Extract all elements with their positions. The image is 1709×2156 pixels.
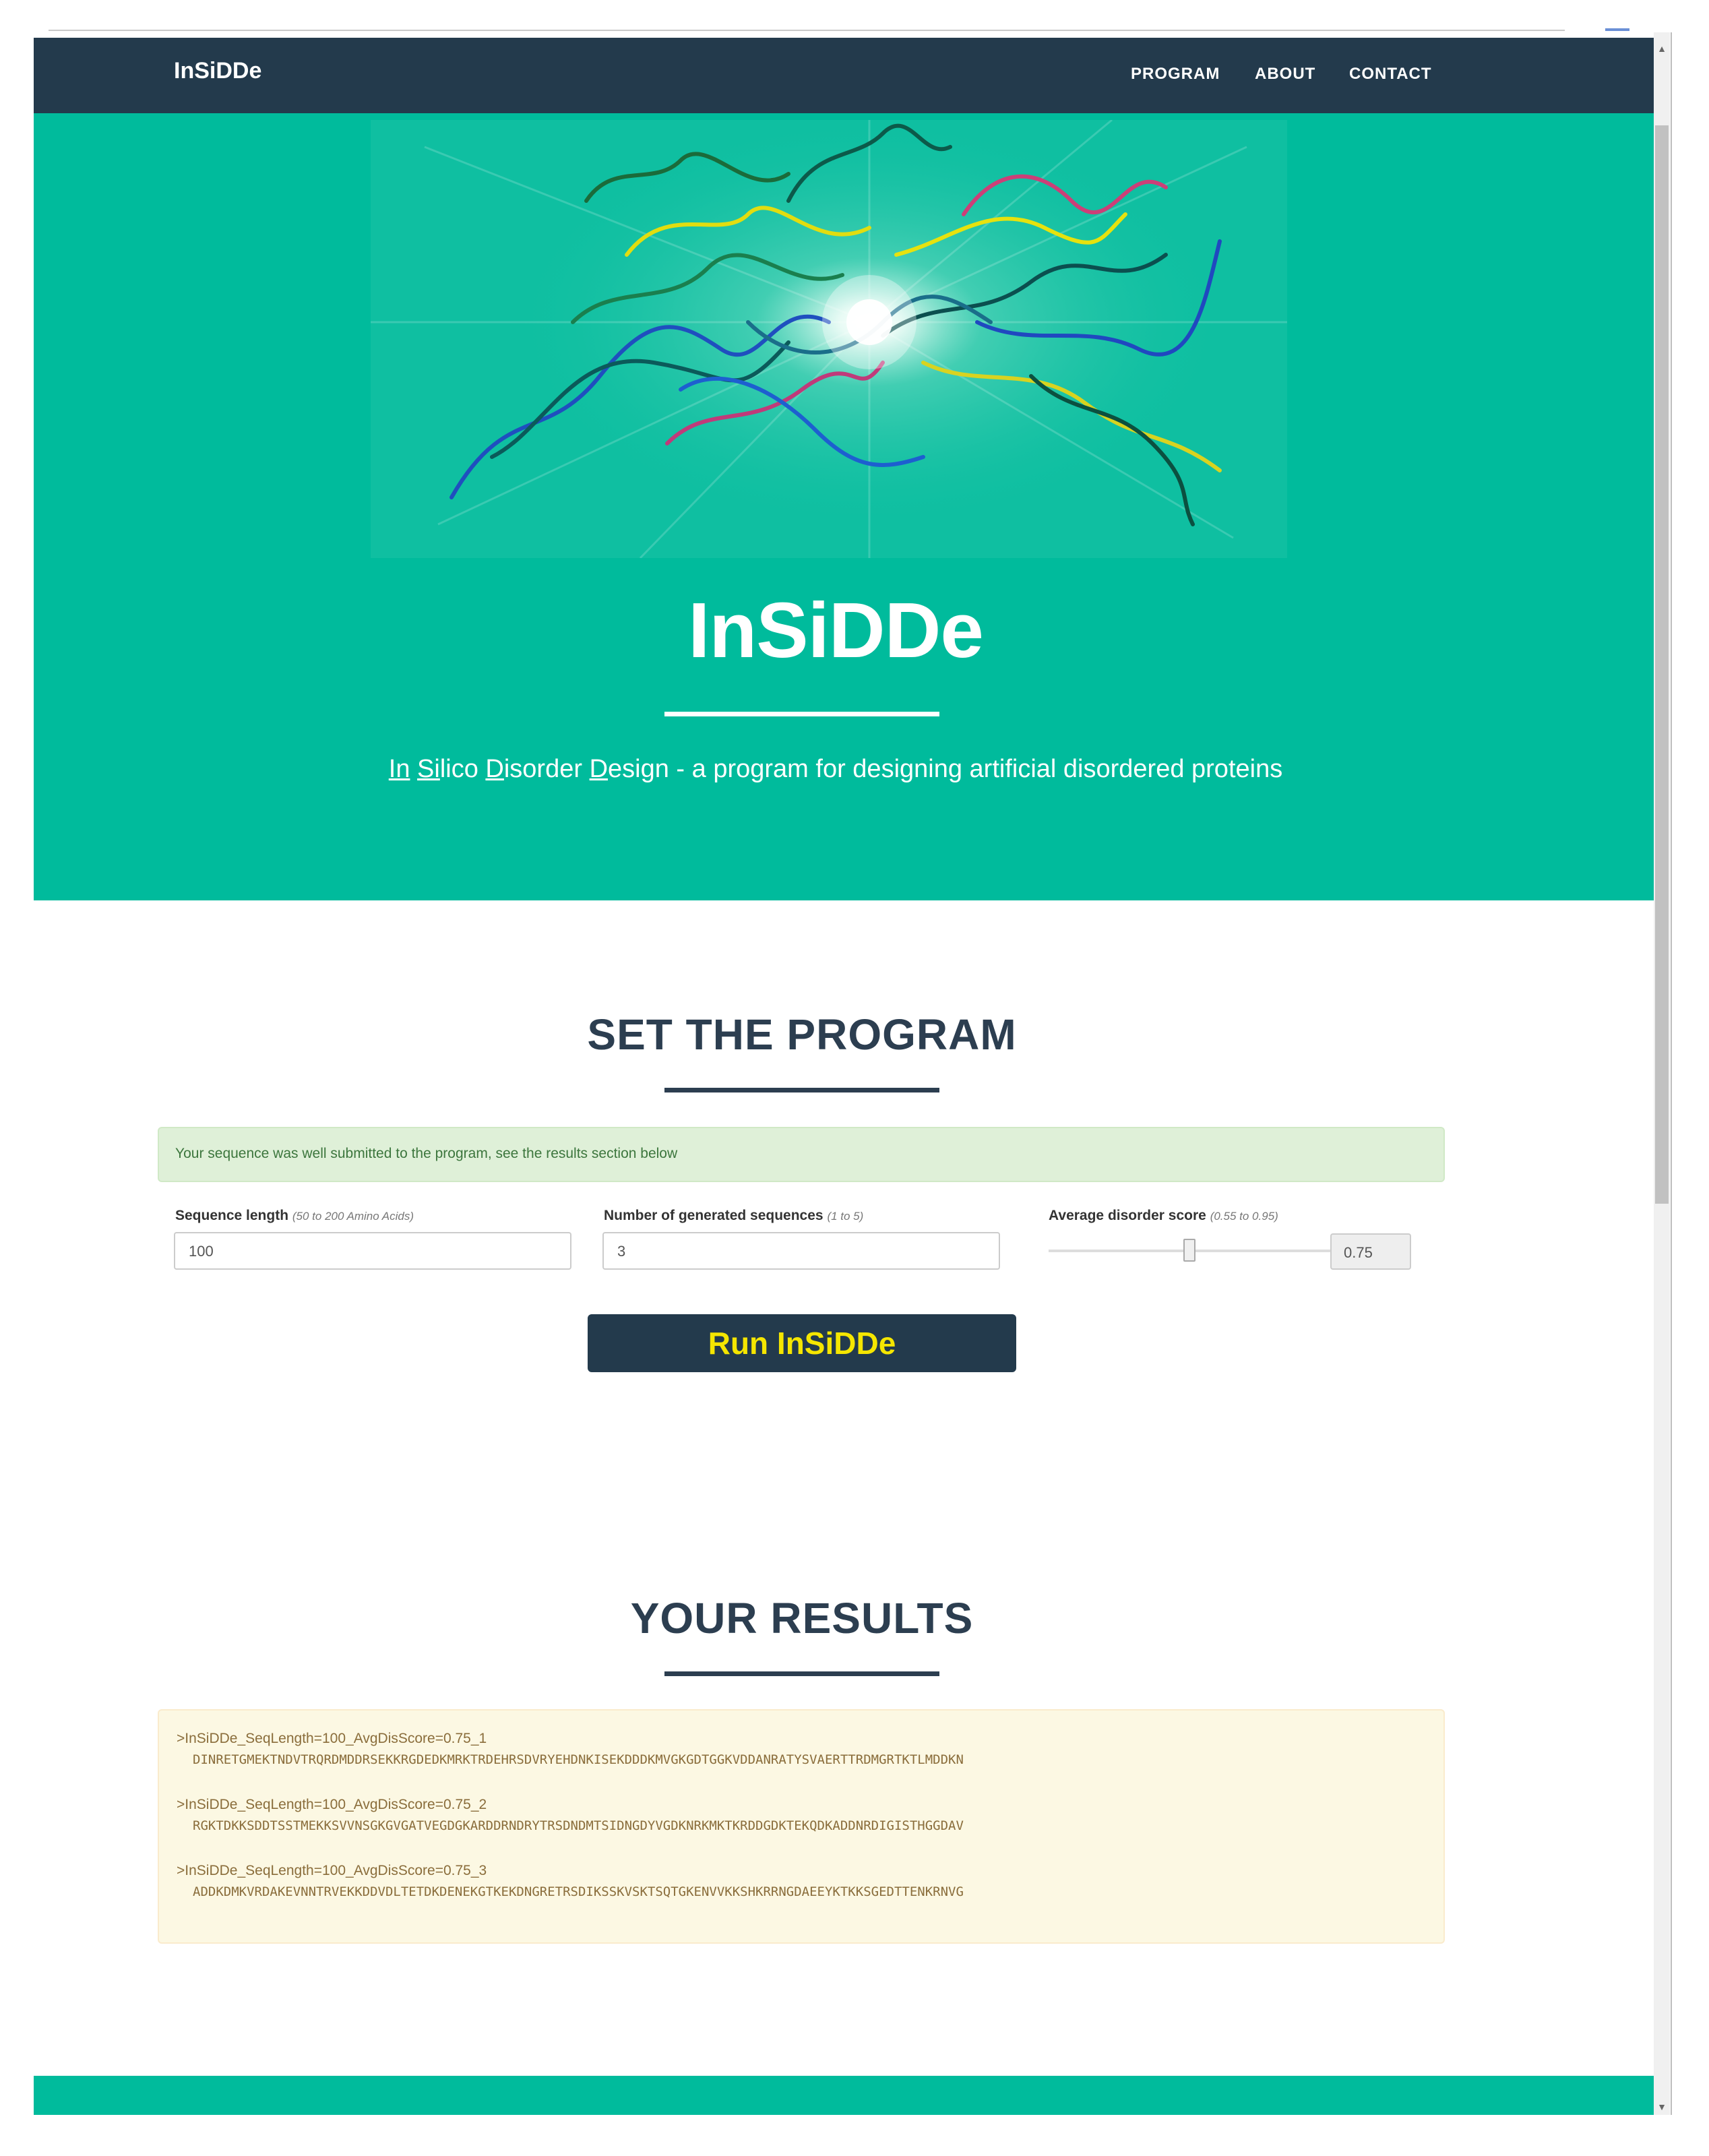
- success-alert: [158, 1127, 1445, 1182]
- subtitle-isorder: isorder: [503, 755, 590, 783]
- sequence-count-hint: (1 to 5): [827, 1210, 864, 1223]
- scrollbar-thumb[interactable]: [1655, 125, 1669, 1204]
- nav-program[interactable]: PROGRAM: [1131, 65, 1220, 83]
- run-button[interactable]: Run InSiDDe: [588, 1314, 1016, 1372]
- result-header-3: >InSiDDe_SeqLength=100_AvgDisScore=0.75_3: [177, 1863, 487, 1878]
- sequence-count-input[interactable]: 3: [602, 1232, 1000, 1270]
- footer-band: [34, 2076, 1654, 2115]
- brand-link[interactable]: InSiDDe: [174, 58, 262, 84]
- subtitle-d1: D: [485, 755, 504, 783]
- program-divider: [664, 1088, 939, 1092]
- result-sequence-1: DINRETGMEKTNDVTRQRDMDDRSEKKRGDEDKMRKTRDEHRSDVRYEHDNKISEKDDDKMVGKGDTGGKVDDANRATYSVAERTTRDMGRTKTLMDDKN: [193, 1752, 964, 1767]
- disorder-score-label-text: Average disorder score: [1049, 1208, 1206, 1223]
- sequence-length-label: [175, 1208, 414, 1224]
- results-box: [158, 1709, 1445, 1944]
- subtitle-space: [410, 755, 417, 783]
- hero-section: [34, 113, 1654, 900]
- browser-top-rule: [49, 30, 1565, 31]
- sequence-count-label-text: Number of generated sequences: [604, 1208, 824, 1223]
- disorder-score-value[interactable]: 0.75: [1330, 1233, 1411, 1270]
- result-sequence-3: ADDKDMKVRDAKEVNNTRVEKKDDVDLTETDKDENEKGTKEKDNGRETRSDIKSSKVSKTSQTGKENVVKKSHKRRNGDAEEYKTKKSGEDTTENKRNVG: [193, 1884, 964, 1899]
- results-section-title: YOUR RESULTS: [630, 1594, 974, 1642]
- sequence-length-label-text: Sequence length: [175, 1208, 289, 1223]
- scroll-down-arrow-icon[interactable]: ▼: [1657, 2101, 1667, 2112]
- subtitle-d2: D: [589, 755, 609, 783]
- disordered-protein-illustration: [371, 120, 1287, 558]
- result-header-2: >InSiDDe_SeqLength=100_AvgDisScore=0.75_2: [177, 1797, 487, 1812]
- success-alert-text: Your sequence was well submitted to the program, see the results section below: [175, 1146, 678, 1161]
- window-border: [1671, 32, 1672, 2115]
- hero-divider: [664, 712, 939, 716]
- sequence-length-hint: (50 to 200 Amino Acids): [292, 1210, 414, 1223]
- nav-contact[interactable]: CONTACT: [1349, 65, 1432, 83]
- subtitle-in: In: [388, 755, 410, 783]
- hero-subtitle: [34, 755, 1638, 784]
- program-section-title: SET THE PROGRAM: [587, 1010, 1017, 1059]
- hero-title: InSiDDe: [688, 586, 983, 674]
- vertical-scrollbar[interactable]: [1654, 32, 1670, 2115]
- browser-indicator: [1605, 28, 1629, 31]
- results-divider: [664, 1671, 939, 1676]
- sequence-length-input[interactable]: 100: [174, 1232, 571, 1270]
- sequence-count-label: [604, 1208, 863, 1224]
- scroll-up-arrow-icon[interactable]: ▲: [1657, 43, 1667, 54]
- subtitle-si: Si: [417, 755, 440, 783]
- nav-about[interactable]: ABOUT: [1255, 65, 1316, 83]
- disorder-score-slider-handle[interactable]: [1183, 1239, 1195, 1262]
- disorder-score-hint: (0.55 to 0.95): [1210, 1210, 1278, 1223]
- subtitle-rest: esign - a program for designing artificial disordered proteins: [608, 755, 1283, 783]
- result-sequence-2: RGKTDKKSDDTSSTMEKKSVVNSGKGVGATVEGDGKARDDRNDRYTRSDNDMTSIDNGDYVGDKNRKMKTKRDDGDKTEKQDKADDNRDIGISTHGGDAV: [193, 1818, 964, 1833]
- result-header-1: >InSiDDe_SeqLength=100_AvgDisScore=0.75_1: [177, 1731, 487, 1746]
- navbar: [34, 38, 1654, 113]
- subtitle-lico: lico: [439, 755, 486, 783]
- disorder-score-label: [1049, 1208, 1278, 1224]
